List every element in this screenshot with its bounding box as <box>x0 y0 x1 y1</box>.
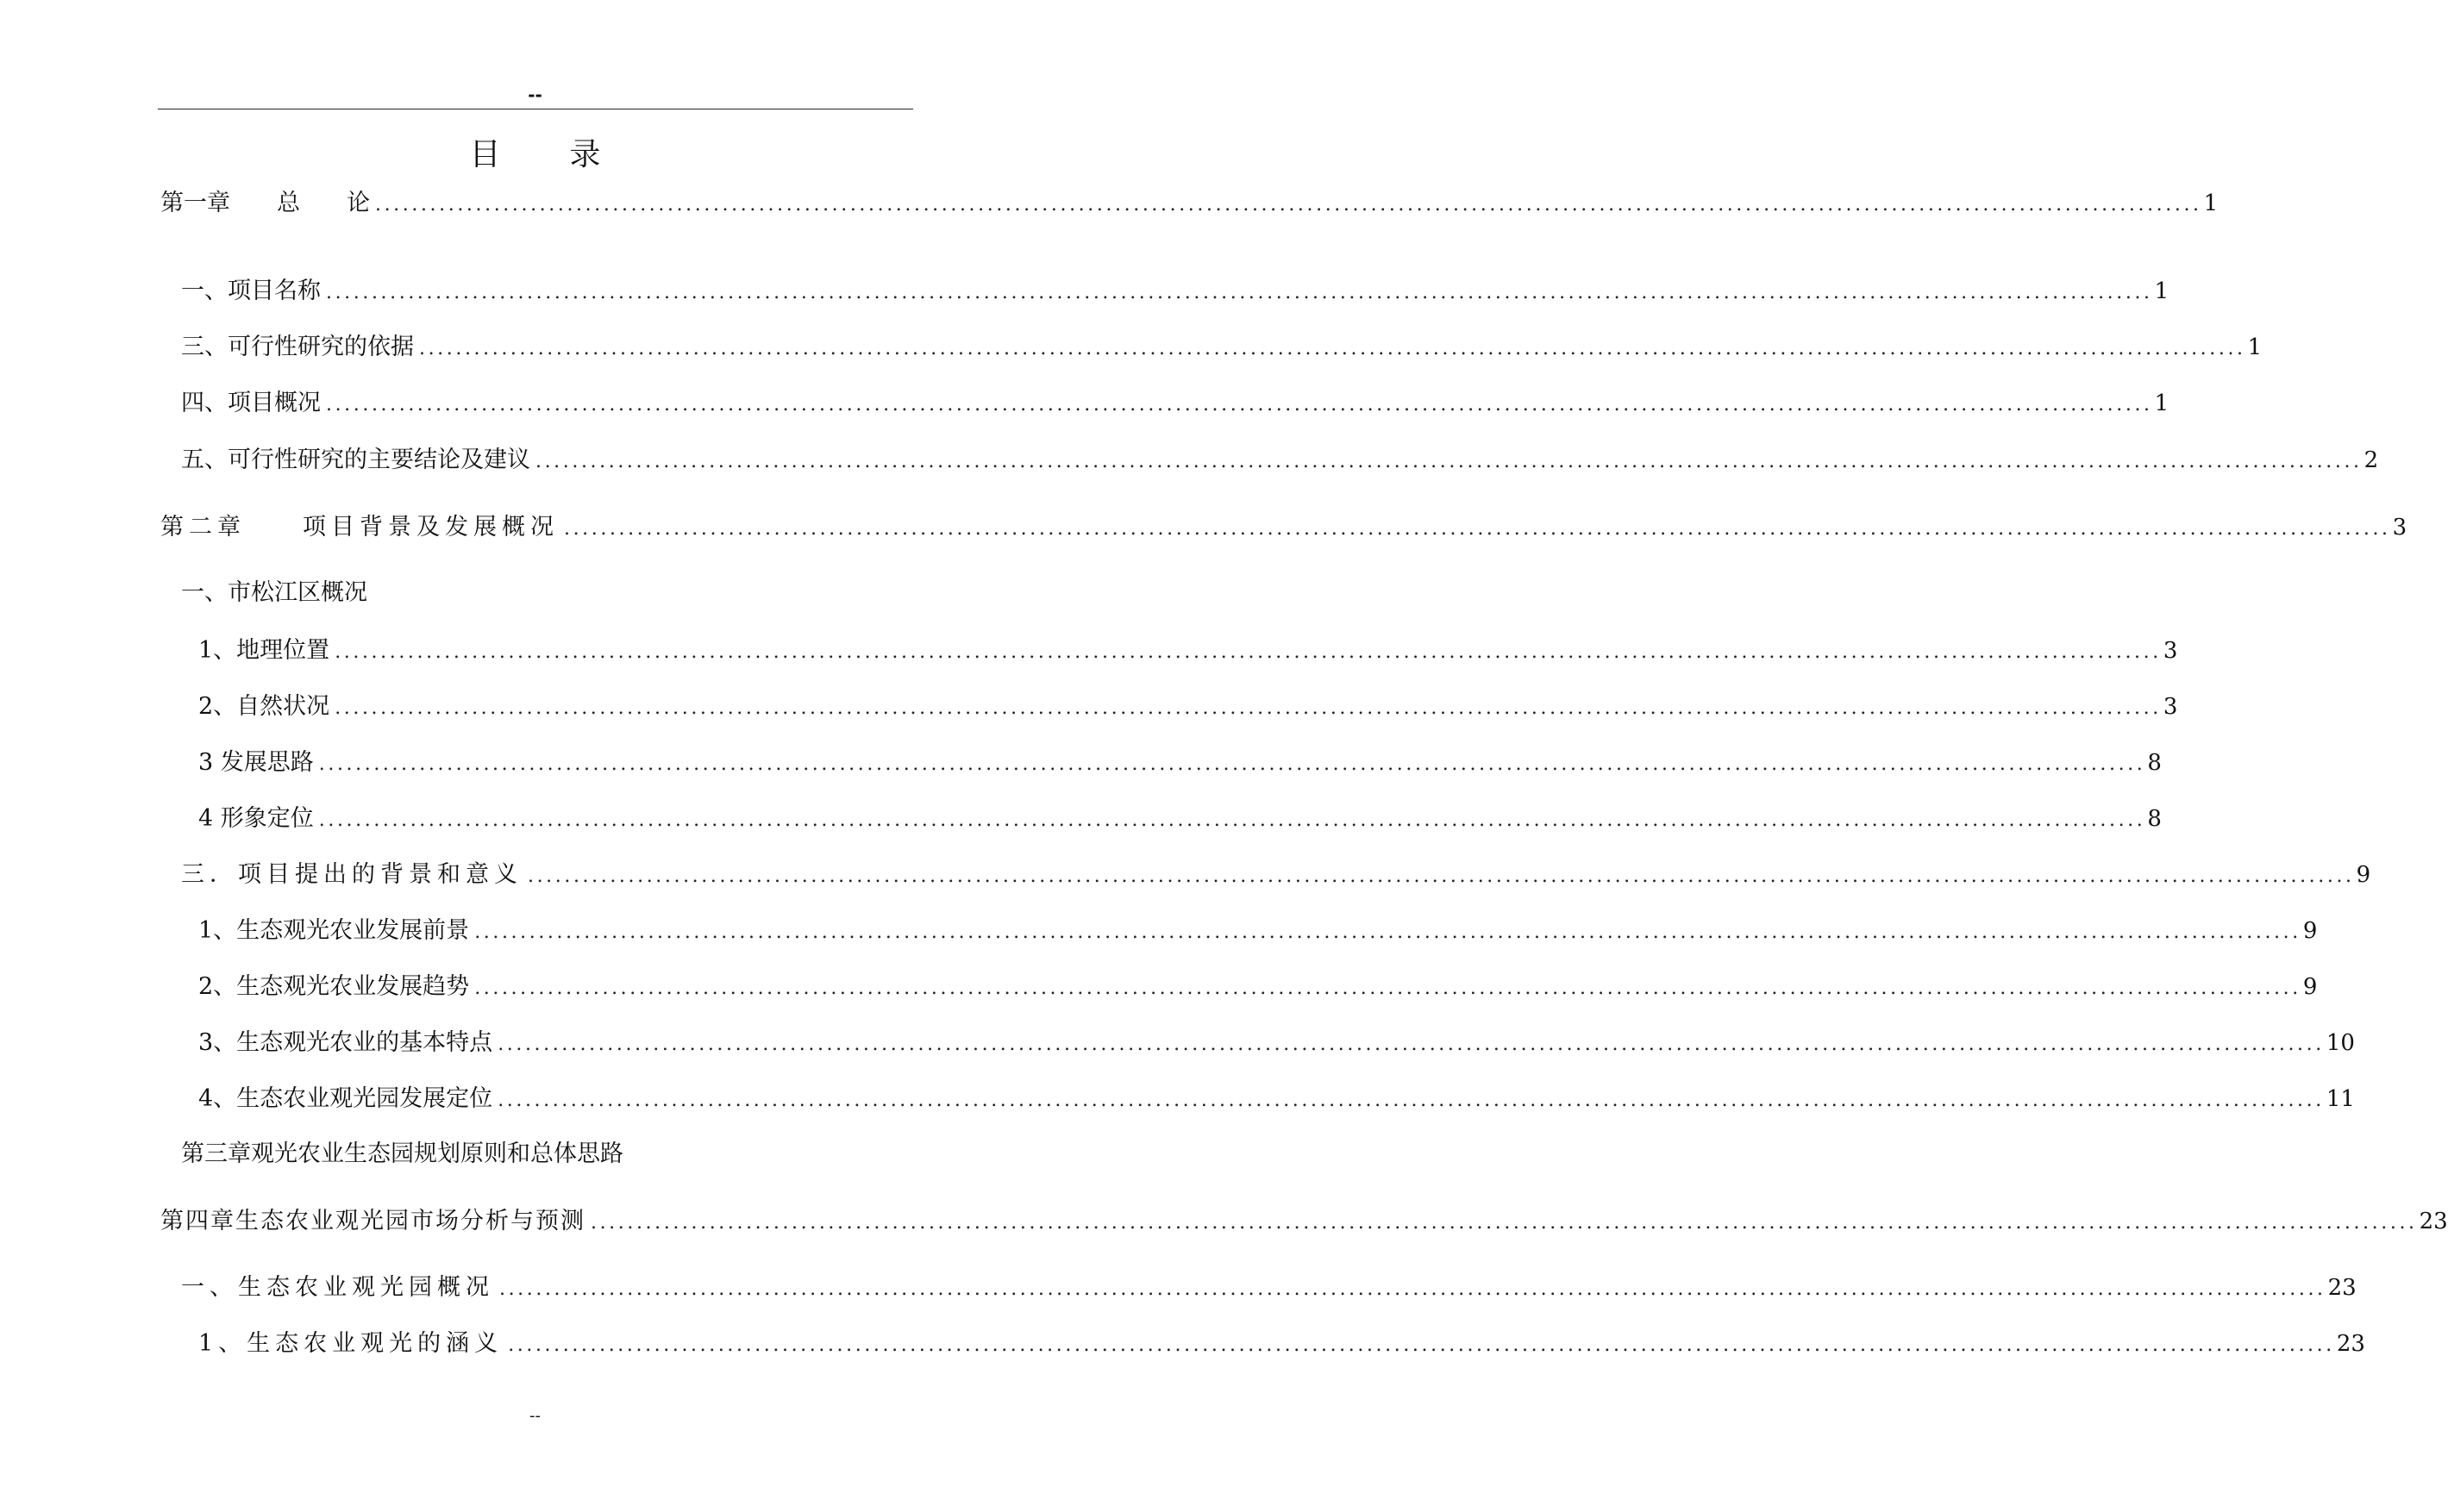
toc-entry-label: 四、项目概况 <box>181 390 321 416</box>
toc-entry-page: 8 <box>2147 750 2162 776</box>
toc-entry-label: 3 发展思路 <box>198 749 314 776</box>
toc-leader: ........................................................................................................................................................................................................ <box>499 1278 2326 1300</box>
toc-entry-features[interactable] <box>198 1028 2355 1060</box>
toc-entry-page: 1 <box>2203 191 2219 216</box>
toc-leader: ........................................................................................................................................................................................................ <box>335 641 2162 663</box>
toc-entry-page: 10 <box>2326 1030 2355 1056</box>
toc-entry-page: 3 <box>2392 515 2407 540</box>
toc-leader: ........................................................................................................................................................................................................ <box>528 865 2355 887</box>
toc-entry-image-positioning[interactable] <box>198 803 2162 836</box>
toc-entry-page: 23 <box>2419 1209 2448 1234</box>
toc-entry-label: 1、生态观光农业发展前景 <box>198 917 470 944</box>
toc-title-right: 录 <box>569 137 601 172</box>
toc-entry-page: 9 <box>2356 862 2371 888</box>
toc-entry-chapter-4[interactable] <box>160 1206 2448 1239</box>
toc-entry-page: 1 <box>2247 334 2263 360</box>
toc-entry-chapter-1[interactable] <box>160 188 2219 221</box>
toc-entry-chapter-3[interactable] <box>181 1139 623 1170</box>
toc-leader: ........................................................................................................................................................................................................ <box>535 451 2363 472</box>
toc-entry-label: 第四章生态农业观光园市场分析与预测 <box>160 1208 585 1234</box>
toc-entry-page: 1 <box>2154 390 2169 416</box>
toc-leader: ........................................................................................................................................................................................................ <box>498 1090 2325 1111</box>
toc-leader: ........................................................................................................................................................................................................ <box>474 922 2301 943</box>
toc-entry-label: 一、项目名称 <box>181 278 321 304</box>
toc-leader: ........................................................................................................................................................................................................ <box>335 697 2162 719</box>
toc-leader: ........................................................................................................................................................................................................ <box>474 978 2301 999</box>
toc-entry-label: 3、生态观光农业的基本特点 <box>198 1029 493 1056</box>
toc-entry-label: 一、市松江区概况 <box>181 579 367 606</box>
toc-entry-page: 9 <box>2302 918 2318 944</box>
toc-entry-meaning[interactable] <box>198 1328 2365 1361</box>
toc-leader: ........................................................................................................................................................................................................ <box>318 809 2146 831</box>
toc-entry-label: 1、地理位置 <box>198 637 330 664</box>
toc-entry-conclusions[interactable] <box>181 445 2379 478</box>
toc-entry-label: 第一章 总 论 <box>160 190 370 216</box>
toc-entry-page: 23 <box>2336 1331 2365 1357</box>
toc-entry-page: 1 <box>2154 278 2169 304</box>
toc-entry-prospects[interactable] <box>198 915 2318 948</box>
toc-entry-label: 第二章 项目背景及发展概况 <box>160 514 559 540</box>
toc-leader: ........................................................................................................................................................................................................ <box>318 753 2146 775</box>
toc-entry-page: 9 <box>2302 974 2318 1000</box>
toc-entry-background-significance[interactable] <box>181 859 2371 892</box>
toc-leader: ........................................................................................................................................................................................................ <box>375 194 2202 216</box>
toc-leader: ........................................................................................................................................................................................................ <box>326 282 2153 303</box>
toc-entry-location[interactable] <box>198 635 2178 668</box>
toc-leader: ........................................................................................................................................................................................................ <box>419 338 2246 359</box>
toc-entry-project-overview[interactable] <box>181 388 2169 421</box>
toc-entry-page: 2 <box>2363 447 2379 473</box>
toc-entry-natural-conditions[interactable] <box>198 691 2178 724</box>
toc-entry-page: 11 <box>2326 1086 2355 1112</box>
toc-leader: ........................................................................................................................................................................................................ <box>508 1334 2335 1356</box>
toc-entry-chapter-2[interactable] <box>160 512 2407 545</box>
toc-entry-label: 2、生态观光农业发展趋势 <box>198 973 470 1000</box>
toc-leader: ........................................................................................................................................................................................................ <box>326 394 2153 415</box>
toc-entry-project-name[interactable] <box>181 276 2169 309</box>
toc-entry-label: 1、生态农业观光的涵义 <box>198 1330 504 1357</box>
toc-entry-label: 三、可行性研究的依据 <box>181 334 414 360</box>
toc-leader: ........................................................................................................................................................................................................ <box>498 1034 2325 1055</box>
toc-entry-songjiang-overview[interactable] <box>181 578 367 609</box>
toc-entry-park-positioning[interactable] <box>198 1084 2355 1116</box>
toc-entry-trends[interactable] <box>198 972 2318 1004</box>
toc-entry-label: 三．项目提出的背景和意义 <box>181 861 523 888</box>
toc-entry-page: 23 <box>2327 1275 2357 1301</box>
toc-entry-page: 8 <box>2147 806 2162 832</box>
toc-leader: ........................................................................................................................................................................................................ <box>564 518 2391 540</box>
toc-entry-label: 2、自然状况 <box>198 693 330 720</box>
toc-leader: ........................................................................................................................................................................................................ <box>591 1212 2418 1234</box>
toc-entry-label: 4、生态农业观光园发展定位 <box>198 1085 493 1112</box>
toc-entry-label: 第三章观光农业生态园规划原则和总体思路 <box>181 1140 623 1167</box>
toc-entry-park-overview[interactable] <box>181 1272 2357 1305</box>
toc-entry-feasibility-basis[interactable] <box>181 332 2263 365</box>
toc-title <box>0 136 1070 174</box>
toc-title-left: 目 <box>469 137 501 172</box>
toc-entry-page: 3 <box>2163 638 2178 664</box>
footer-mark: -- <box>529 1407 541 1425</box>
toc-entry-development-ideas[interactable] <box>198 747 2162 780</box>
header-mark: -- <box>528 84 542 105</box>
toc-entry-label: 4 形象定位 <box>198 805 314 832</box>
toc-entry-label: 五、可行性研究的主要结论及建议 <box>181 447 530 473</box>
toc-entry-label: 一、生态农业观光园概况 <box>181 1274 494 1301</box>
toc-entry-page: 3 <box>2163 694 2178 720</box>
